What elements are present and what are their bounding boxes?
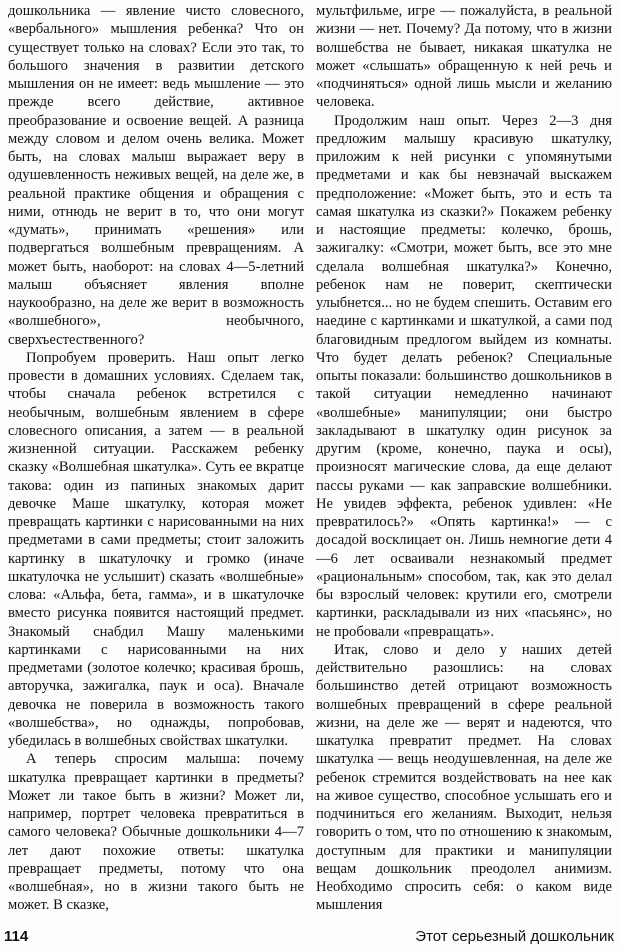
paragraph: А теперь спросим малыша: почему шкатулка превращает картинки в предметы? Может ли такое быть в жизни? Может ли, например, портрет человека превратиться в самого человека? Обычные дошкольники 4—7 лет дают похожие ответы: шкатулка превращает предметы, потому что она «волшебная», но в жизни такого быть не может. В сказке, xyxy=(8,751,304,914)
paragraph: дошкольника — явление чисто словесного, «вербального» мышления ребенка? Что он существует только на словах? Если это так, то большого значения в развитии детского мышления он не имеет: ведь мышление — это прежде всего действие, активное преобразование и освоение вещей. А разница между словом и делом очень велика. Может быть, на словах малыш выражает веру в одушевленность неживых вещей, на деле же, в реальной практике общения и обращения с ними, отнюдь не верит в то, что они могут «думать», принимать «решения» или подвергаться волшебным превращениям. А может быть, наоборот: на словах 4—5-летний малыш объясняет явления вполне наукообразно, на деле же верит в возможность «волшебного», необычного, сверхъестественного? xyxy=(8,3,304,348)
paragraph: Продолжим наш опыт. Через 2—3 дня предложим малышу красивую шкатулку, приложим к ней рисунки с упомянутыми предметами и как бы невзначай выскажем предположение: «Может быть, это и есть та самая шкатулка из сказки?» Покажем ребенку и настоящие предметы: колечко, брошь, зажигалку: «Смотри, может быть, все это мне сделала волшебная шкатулка?» Конечно, ребенок нам не поверит, скептически улыбнется... но не будем спешить. Оставим его наедине с картинками и шкатулкой, а сами под благовидным предлогом выйдем из комнаты. Что будет делать ребенок? Специальные опыты показали: большинство дошкольников в такой ситуации немедленно начинают «волшебные» манипуляции; они быстро закладывают в шкатулку один рисунок за другим (кроме, конечно, паука и осы), произносят магические слова, да еще делают пассы руками — как заправские волшебники. Не увидев эффекта, ребенок удивлен: «Не превратилось?» «Опять картинка!» — с досадой восклицает он. Лишь немногие дети 4—6 лет осваивали незнакомый предмет «рациональным» способом, так, как это делал бы взрослый человек: крутили его, смотрели картинки, раскладывали из них «пасьянс», но не пробовали «превращать». xyxy=(316,112,612,640)
left-text-column xyxy=(8,2,304,915)
paragraph: мультфильме, игре — пожалуйста, в реальной жизни — нет. Почему? Да потому, что в жизни волшебства не бывает, никакая шкатулка не может «слышать» обращенную к ней речь и «подчиняться» одной лишь мысли и желанию человека. xyxy=(316,3,612,111)
paragraph: Попробуем проверить. Наш опыт легко провести в домашних условиях. Сделаем так, чтобы сначала ребенок встретился с необычным, волшебным явлением в сфере словесного описания, а затем — в реальной жизненной ситуации. Расскажем ребенку сказку «Волшебная шкатулка». Суть ее вкратце такова: один из папиных знакомых дарит девочке Маше шкатулку, которая может превращать картинки с нарисованными на них предметами в сами предметы; стоит заложить картинку в шкатулочку и громко (иначе шкатулочка не услышит) сказать «волшебные» слова: «Альфа, бета, гамма», и в шкатулочке вместо рисунка появится настоящий предмет. Знакомый снабдил Машу маленькими картинками с нарисованными на них предметами (золотое колечко; красивая брошь, авторучка, зажигалка, паук и оса). Вначале девочка не поверила в возможность такого «волшебства», но однажды, попробовав, убедилась в волшебных свойствах шкатулки. xyxy=(8,349,304,749)
running-title: Этот серьезный дошкольник xyxy=(415,928,614,945)
paragraph: Итак, слово и дело у наших детей действительно разошлись: на словах большинство детей отрицают возможность волшебных превращений в сфере реальной жизни, на деле же — верят и надеются, что шкатулка превратит предмет. На словах шкатулка — вещь неодушевленная, на деле же ребенок стремится воздействовать на нее как на живое существо, способное услышать его и подчиниться его желаниям. Выходит, нельзя говорить о том, что по отношению к знакомым, доступным для практики и манипуляции вещам дошкольник преодолел анимизм. Необходимо спросить себя: о каком виде мышления xyxy=(316,641,612,914)
right-text-column xyxy=(316,2,612,915)
page-footer xyxy=(0,928,620,948)
page-number: 114 xyxy=(4,928,29,945)
